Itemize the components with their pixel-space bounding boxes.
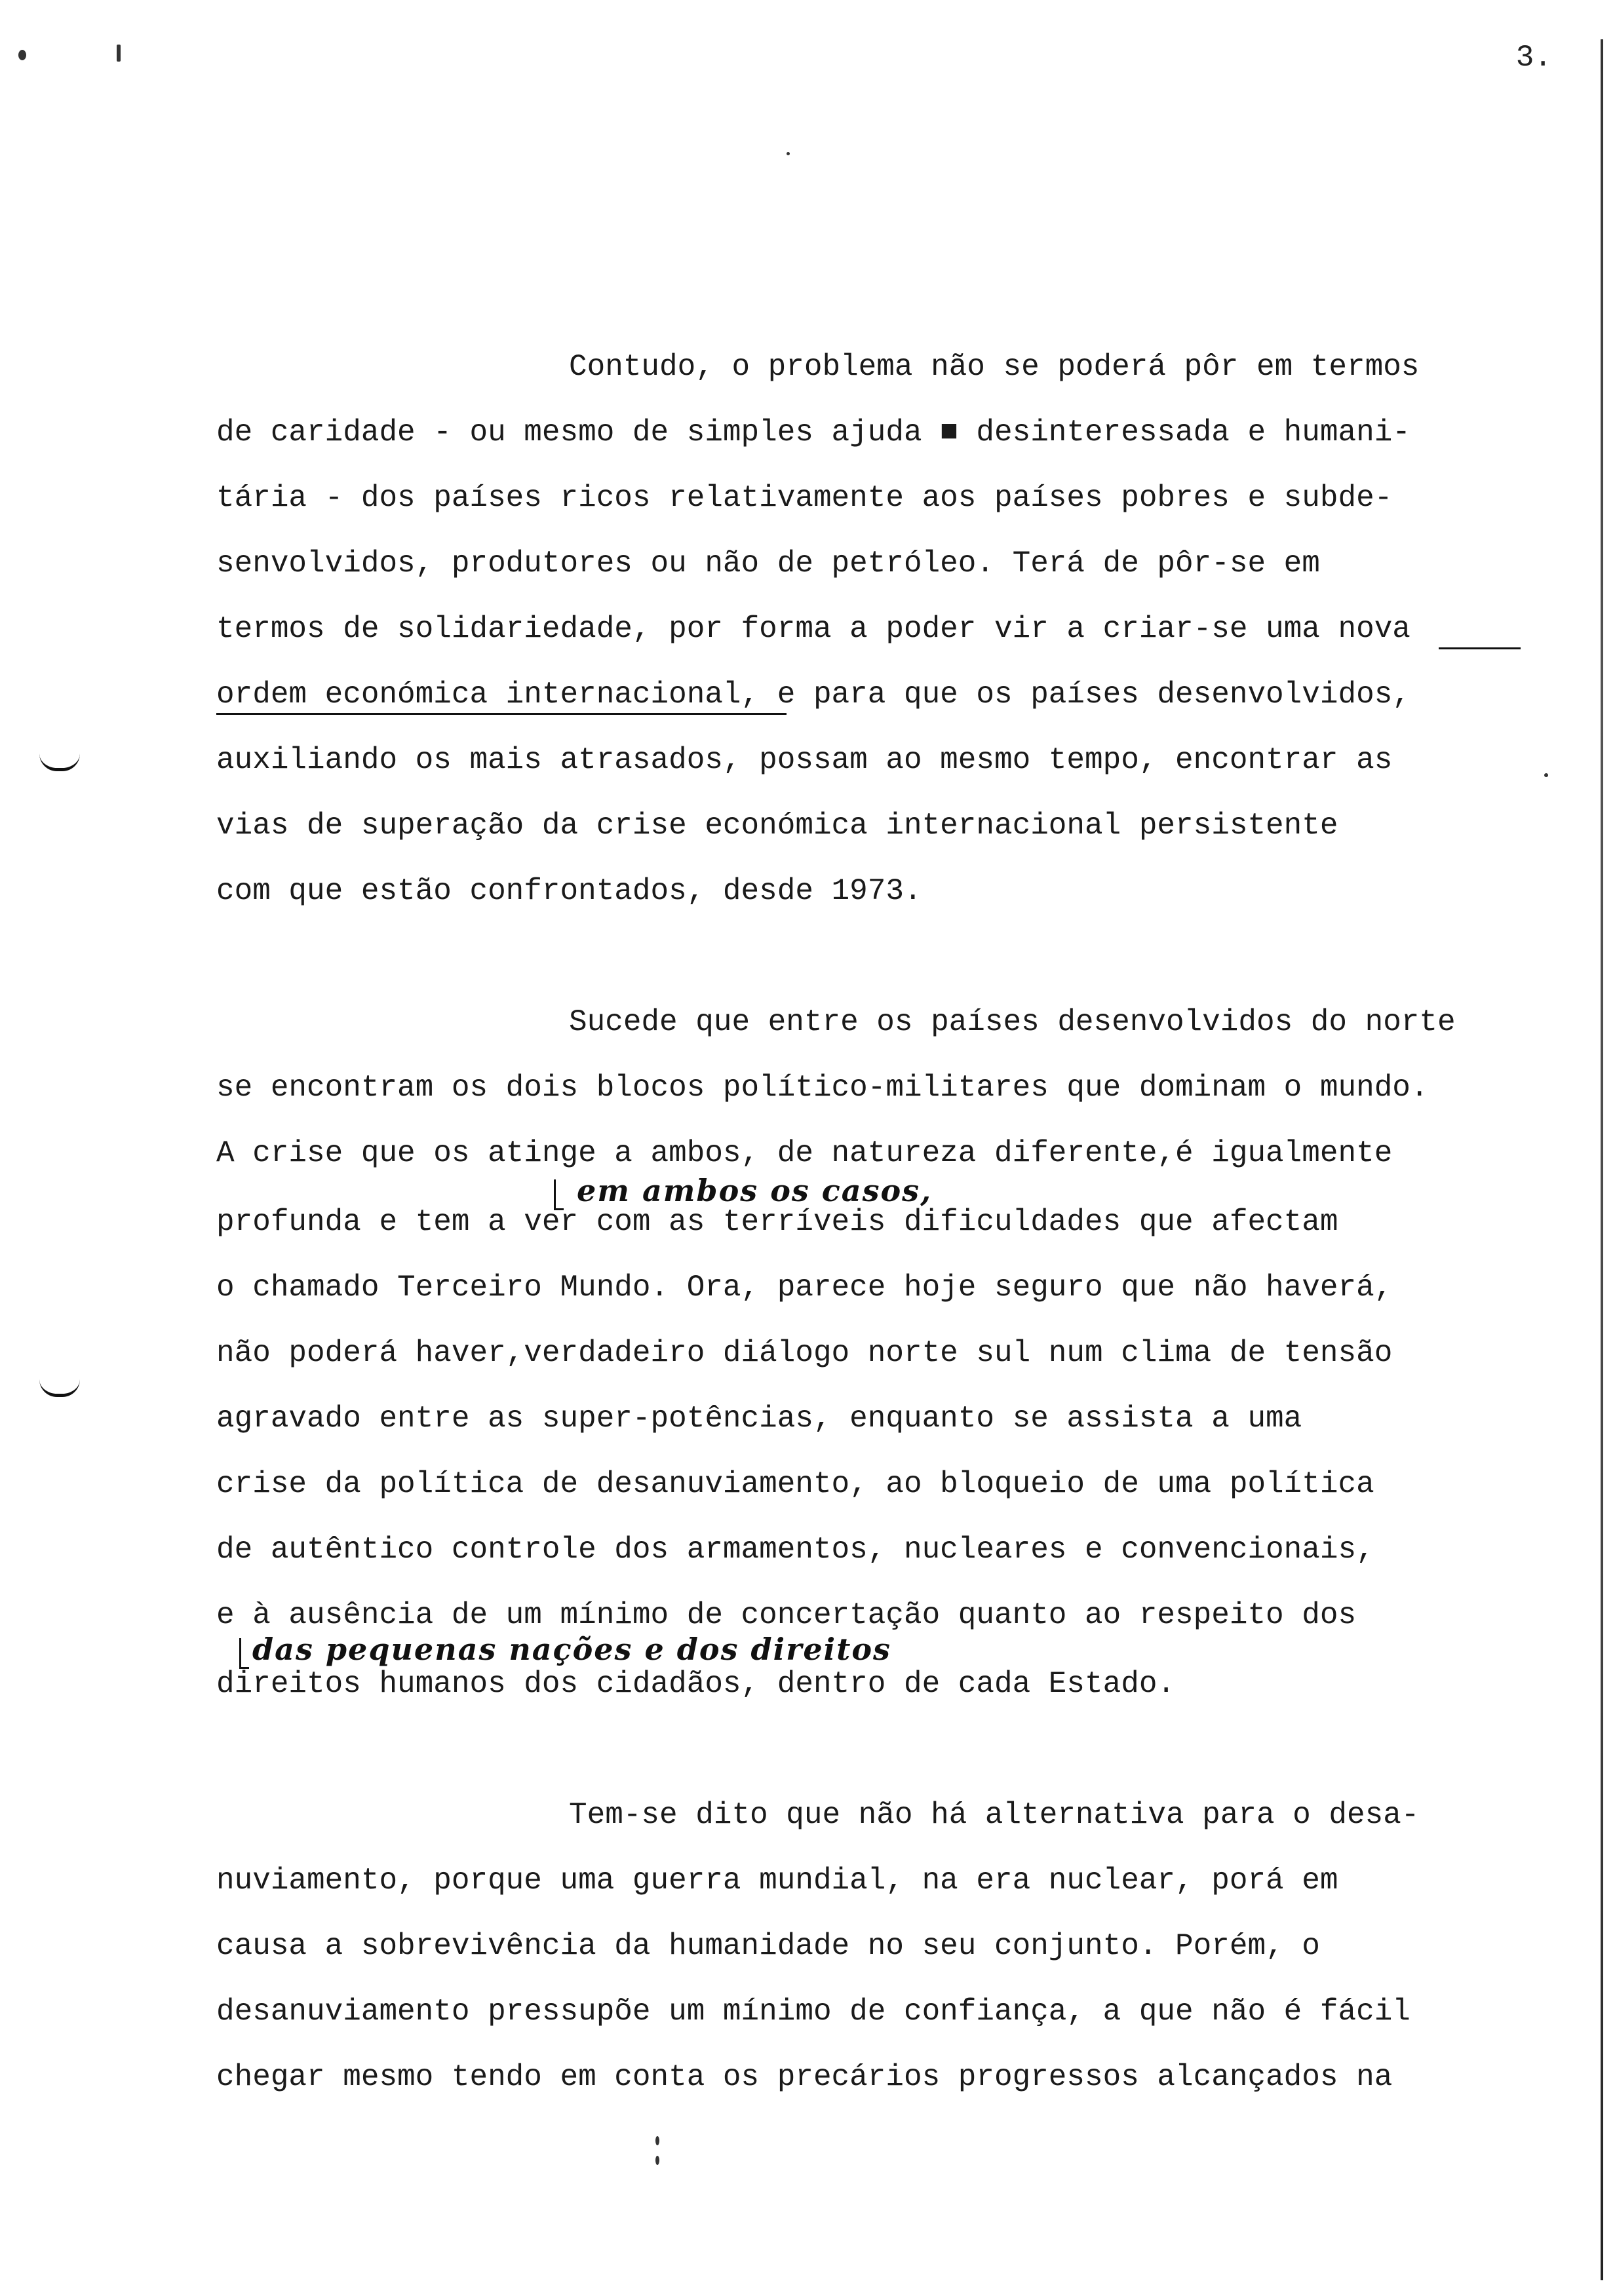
paragraph-1-line-9: com que estão confrontados, desde 1973. bbox=[216, 874, 922, 908]
handwritten-insertion-2: das pequenas nações e dos direitos bbox=[252, 1632, 891, 1667]
handwritten-insertion-1: em ambos os casos, bbox=[577, 1173, 933, 1208]
scan-speck bbox=[1544, 773, 1548, 777]
paragraph-3-line-5: chegar mesmo tendo em conta os precários progressos alcançados na bbox=[216, 2060, 1393, 2094]
paragraph-2-line-3: A crise que os atinge a ambos, de natureza diferente,é igualmente bbox=[216, 1136, 1393, 1170]
paragraph-2-line-6: não poderá haver,verdadeiro diálogo norte sul num clima de tensão bbox=[216, 1336, 1393, 1370]
scan-speck bbox=[655, 2136, 659, 2145]
scan-speck bbox=[18, 50, 26, 60]
paragraph-2-line-2: se encontram os dois blocos político-militares que dominam o mundo. bbox=[216, 1071, 1429, 1105]
margin-curve-mark bbox=[39, 1379, 80, 1397]
paragraph-3-line-3: causa a sobrevivência da humanidade no seu conjunto. Porém, o bbox=[216, 1929, 1320, 1963]
scan-edge-shadow bbox=[1601, 39, 1603, 2280]
paragraph-2-line-7: agravado entre as super-potências, enquanto se assista a uma bbox=[216, 1402, 1302, 1436]
paragraph-1-line-8: vias de superação da crise económica internacional persistente bbox=[216, 809, 1338, 843]
paragraph-1-line-2: de caridade - ou mesmo de simples ajuda ■ desinteressada e humani- bbox=[216, 415, 1411, 450]
paragraph-1-line-4: senvolvidos, produtores ou não de petróleo. Terá de pôr-se em bbox=[216, 546, 1320, 581]
paragraph-1-line-3: tária - dos países ricos relativamente aos países pobres e subde- bbox=[216, 481, 1393, 515]
scan-speck bbox=[117, 45, 121, 62]
paragraph-1-line-5 bbox=[216, 609, 1553, 649]
paragraph-2-line-5: o chamado Terceiro Mundo. Ora, parece hoje seguro que não haverá, bbox=[216, 1271, 1393, 1305]
paragraph-3-line-2: nuviamento, porque uma guerra mundial, na era nuclear, porá em bbox=[216, 1864, 1338, 1898]
line-text: termos de solidariedade, por forma a poder vir a criar-se uma nova bbox=[216, 612, 1411, 646]
paragraph-3-line-4: desanuviamento pressupõe um mínimo de confiança, a que não é fácil bbox=[216, 1995, 1411, 2029]
paragraph-1-line-7: auxiliando os mais atrasados, possam ao mesmo tempo, encontrar as bbox=[216, 743, 1393, 777]
paragraph-3-line-1: Tem-se dito que não há alternativa para o desa- bbox=[569, 1798, 1420, 1832]
paragraph-2-line-1: Sucede que entre os países desenvolvidos do norte bbox=[569, 1005, 1456, 1039]
paragraph-2-line-4: profunda e tem a ver com as terríveis dificuldades que afectam bbox=[216, 1205, 1338, 1239]
scan-speck bbox=[787, 152, 790, 155]
underline-nova bbox=[1439, 647, 1521, 649]
paragraph-1-line-1: Contudo, o problema não se poderá pôr em termos bbox=[569, 350, 1420, 384]
paragraph-2-line-11: direitos humanos dos cidadãos, dentro de cada Estado. bbox=[216, 1667, 1176, 1701]
page-number: 3. bbox=[1515, 41, 1552, 75]
paragraph-2-line-8: crise da política de desanuviamento, ao bloqueio de uma política bbox=[216, 1467, 1374, 1501]
paragraph-2-line-9: de autêntico controle dos armamentos, nucleares e convencionais, bbox=[216, 1533, 1374, 1567]
underline-ordem-economica-internacional bbox=[216, 713, 787, 715]
paragraph-1-line-6: ordem económica internacional, e para que os países desenvolvidos, bbox=[216, 678, 1411, 712]
scan-speck bbox=[655, 2156, 659, 2165]
margin-curve-mark bbox=[39, 754, 80, 771]
paragraph-2-line-10: e à ausência de um mínimo de concertação quanto ao respeito dos bbox=[216, 1598, 1357, 1632]
